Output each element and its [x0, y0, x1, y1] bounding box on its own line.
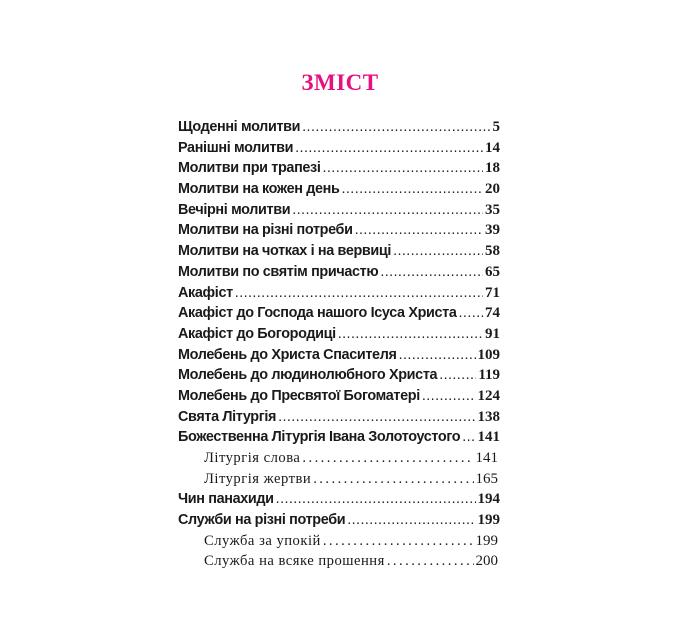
toc-leader-dots [399, 345, 476, 366]
toc-leader-dots [323, 158, 483, 179]
toc-entry-page: 91 [485, 325, 500, 342]
toc-subentry[interactable] [178, 469, 498, 490]
toc-entry-page: 5 [492, 119, 500, 135]
toc-subentry[interactable] [178, 551, 498, 572]
table-of-contents [178, 117, 500, 572]
toc-entry-label: Молебень до Пресвятої Богоматері [178, 387, 420, 404]
toc-entry-page: 39 [485, 222, 500, 239]
toc-entry-label: Молитви по святім причастю [178, 263, 379, 280]
toc-entry-label: Свята Літургія [178, 408, 277, 425]
toc-entry[interactable] [178, 117, 500, 138]
toc-entry-label: Акафіст [178, 284, 233, 301]
toc-entry[interactable] [178, 386, 500, 407]
toc-entry-page: 20 [485, 181, 500, 198]
toc-entry-page: 119 [478, 367, 500, 384]
toc-entry-page: 14 [485, 139, 500, 156]
toc-entry-page: 138 [477, 408, 500, 425]
toc-leader-dots [278, 407, 475, 428]
toc-entry-label: Молитви на різні потреби [178, 222, 353, 239]
toc-entry-page: 65 [485, 263, 500, 280]
toc-entry-page: 18 [485, 160, 500, 177]
toc-entry-label: Молебень до людинолюбного Христа [178, 367, 438, 384]
toc-leader-dots [338, 324, 483, 345]
toc-entry[interactable] [178, 407, 500, 428]
toc-subentry-page: 141 [475, 450, 498, 466]
toc-entry-page: 194 [477, 491, 500, 508]
toc-entry[interactable] [178, 179, 500, 200]
toc-subentry-label: Служба за упокій [204, 532, 321, 549]
toc-leader-dots [323, 531, 474, 552]
toc-leader-dots [393, 241, 483, 262]
toc-leader-dots [439, 365, 476, 386]
toc-entry[interactable] [178, 220, 500, 241]
toc-leader-dots [235, 283, 483, 304]
toc-entry-label: Молитви на кожен день [178, 181, 340, 198]
toc-entry[interactable] [178, 510, 500, 531]
toc-entry[interactable] [178, 283, 500, 304]
toc-leader-dots [355, 220, 483, 241]
toc-entry-label: Чин панахиди [178, 491, 274, 508]
toc-subentry-label: Літургія слова [204, 450, 301, 466]
toc-leader-dots [459, 303, 483, 324]
toc-leader-dots [295, 138, 483, 159]
toc-subentry-page: 199 [475, 532, 498, 549]
toc-subentry-label: Служба на всяке прошення [204, 553, 385, 570]
toc-leader-dots [380, 262, 483, 283]
toc-entry-label: Вечірні молитви [178, 201, 291, 218]
toc-entry-label: Ранішні молитви [178, 139, 294, 156]
toc-entry[interactable] [178, 365, 500, 386]
toc-entry-page: 141 [477, 429, 500, 446]
toc-entry-page: 109 [477, 346, 500, 363]
toc-subentry[interactable] [178, 448, 498, 469]
toc-entry-page: 199 [477, 512, 500, 529]
toc-leader-dots [387, 551, 474, 572]
toc-entry[interactable] [178, 138, 500, 159]
toc-entry-label: Молитви на чотках і на вервиці [178, 243, 392, 260]
toc-entry-page: 124 [477, 387, 500, 404]
toc-entry-label: Служби на різні потреби [178, 512, 346, 529]
toc-entry-page: 35 [485, 201, 500, 218]
toc-entry-label: Щоденні молитви [178, 119, 301, 135]
toc-subentry-label: Літургія жертви [204, 470, 312, 487]
toc-leader-dots [347, 510, 475, 531]
toc-entry[interactable] [178, 262, 500, 283]
toc-entry[interactable] [178, 241, 500, 262]
toc-leader-dots [422, 386, 476, 407]
toc-entry[interactable] [178, 200, 500, 221]
toc-entry-page: 74 [485, 305, 500, 322]
toc-entry-label: Молитви при трапезі [178, 160, 321, 177]
toc-subentry-page: 200 [475, 553, 498, 570]
toc-entry-label: Акафіст до Господа нашого Ісуса Христа [178, 305, 457, 322]
toc-entry[interactable] [178, 427, 500, 448]
toc-entry[interactable] [178, 489, 500, 510]
toc-subentry[interactable] [178, 531, 498, 552]
toc-leader-dots [302, 117, 490, 138]
toc-leader-dots [462, 427, 475, 448]
toc-leader-dots [276, 489, 476, 510]
toc-entry-page: 58 [485, 243, 500, 260]
toc-entry[interactable] [178, 324, 500, 345]
toc-leader-dots [292, 200, 483, 221]
toc-entry[interactable] [178, 158, 500, 179]
toc-leader-dots [342, 179, 484, 200]
toc-entry[interactable] [178, 345, 500, 366]
toc-subentry-page: 165 [475, 470, 498, 487]
page-title: ЗМІСТ [301, 70, 379, 95]
toc-leader-dots [313, 469, 473, 490]
toc-entry[interactable] [178, 303, 500, 324]
toc-entry-label: Божественна Літургія Івана Золотоустого [178, 429, 461, 446]
toc-leader-dots [302, 448, 473, 469]
toc-entry-label: Акафіст до Богородиці [178, 325, 336, 342]
toc-entry-label: Молебень до Христа Спасителя [178, 346, 397, 363]
toc-entry-page: 71 [485, 284, 500, 301]
